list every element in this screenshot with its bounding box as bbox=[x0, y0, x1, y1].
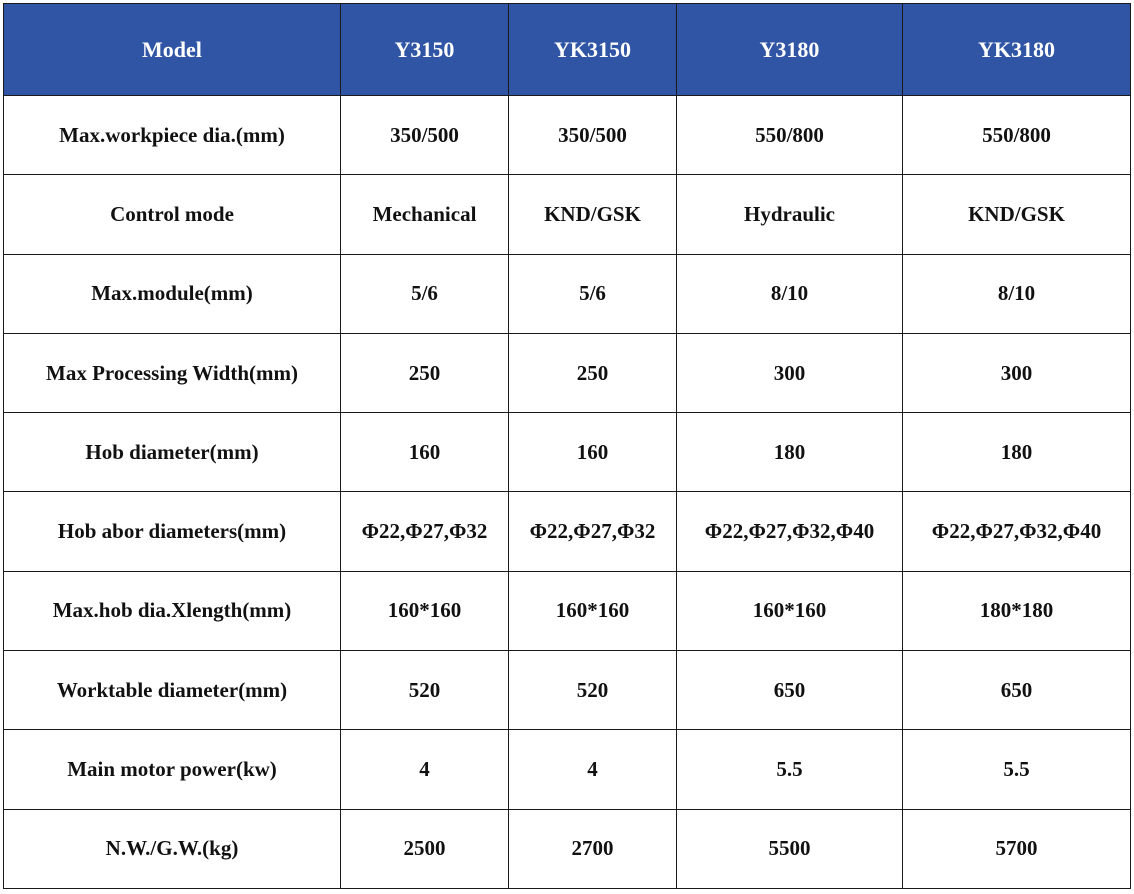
header-cell-yk3180: YK3180 bbox=[903, 4, 1131, 96]
table-cell: 8/10 bbox=[903, 254, 1131, 333]
row-label: Hob abor diameters(mm) bbox=[4, 492, 341, 571]
table-cell: Mechanical bbox=[341, 175, 509, 254]
spec-table bbox=[3, 3, 1131, 889]
table-row bbox=[4, 492, 1131, 571]
table-cell: 5500 bbox=[677, 809, 903, 888]
table-cell: 2700 bbox=[509, 809, 677, 888]
spec-table-header bbox=[4, 4, 1131, 96]
table-row bbox=[4, 96, 1131, 175]
table-cell: 8/10 bbox=[677, 254, 903, 333]
header-cell-y3150: Y3150 bbox=[341, 4, 509, 96]
table-row bbox=[4, 333, 1131, 412]
row-label: Max.module(mm) bbox=[4, 254, 341, 333]
header-cell-model: Model bbox=[4, 4, 341, 96]
table-cell: 300 bbox=[903, 333, 1131, 412]
row-label: Max.workpiece dia.(mm) bbox=[4, 96, 341, 175]
table-row bbox=[4, 571, 1131, 650]
header-cell-y3180: Y3180 bbox=[677, 4, 903, 96]
table-cell: 300 bbox=[677, 333, 903, 412]
spec-table-body bbox=[4, 96, 1131, 889]
table-cell: 250 bbox=[341, 333, 509, 412]
header-cell-yk3150: YK3150 bbox=[509, 4, 677, 96]
table-cell: 5/6 bbox=[341, 254, 509, 333]
table-cell: 5.5 bbox=[677, 730, 903, 809]
table-cell: 5700 bbox=[903, 809, 1131, 888]
table-cell: Φ22,Φ27,Φ32 bbox=[341, 492, 509, 571]
table-cell: 5/6 bbox=[509, 254, 677, 333]
row-label: N.W./G.W.(kg) bbox=[4, 809, 341, 888]
table-cell: KND/GSK bbox=[509, 175, 677, 254]
table-cell: 350/500 bbox=[509, 96, 677, 175]
table-cell: 520 bbox=[341, 651, 509, 730]
table-cell: 520 bbox=[509, 651, 677, 730]
row-label: Max Processing Width(mm) bbox=[4, 333, 341, 412]
row-label: Control mode bbox=[4, 175, 341, 254]
table-cell: Φ22,Φ27,Φ32 bbox=[509, 492, 677, 571]
table-cell: 160*160 bbox=[677, 571, 903, 650]
table-cell: 650 bbox=[677, 651, 903, 730]
table-cell: Φ22,Φ27,Φ32,Φ40 bbox=[903, 492, 1131, 571]
table-row bbox=[4, 254, 1131, 333]
row-label: Max.hob dia.Xlength(mm) bbox=[4, 571, 341, 650]
table-cell: 2500 bbox=[341, 809, 509, 888]
table-row bbox=[4, 809, 1131, 888]
table-cell: 650 bbox=[903, 651, 1131, 730]
table-row bbox=[4, 413, 1131, 492]
table-cell: 4 bbox=[341, 730, 509, 809]
row-label: Main motor power(kw) bbox=[4, 730, 341, 809]
table-cell: Φ22,Φ27,Φ32,Φ40 bbox=[677, 492, 903, 571]
table-cell: 160 bbox=[341, 413, 509, 492]
table-cell: Hydraulic bbox=[677, 175, 903, 254]
table-cell: 160 bbox=[509, 413, 677, 492]
table-cell: 350/500 bbox=[341, 96, 509, 175]
table-cell: 550/800 bbox=[903, 96, 1131, 175]
table-cell: KND/GSK bbox=[903, 175, 1131, 254]
table-row bbox=[4, 730, 1131, 809]
table-cell: 550/800 bbox=[677, 96, 903, 175]
table-cell: 160*160 bbox=[341, 571, 509, 650]
table-cell: 180*180 bbox=[903, 571, 1131, 650]
row-label: Worktable diameter(mm) bbox=[4, 651, 341, 730]
row-label: Hob diameter(mm) bbox=[4, 413, 341, 492]
header-row bbox=[4, 4, 1131, 96]
table-cell: 5.5 bbox=[903, 730, 1131, 809]
table-cell: 180 bbox=[677, 413, 903, 492]
table-cell: 160*160 bbox=[509, 571, 677, 650]
table-row bbox=[4, 651, 1131, 730]
table-cell: 180 bbox=[903, 413, 1131, 492]
table-cell: 250 bbox=[509, 333, 677, 412]
table-row bbox=[4, 175, 1131, 254]
table-cell: 4 bbox=[509, 730, 677, 809]
